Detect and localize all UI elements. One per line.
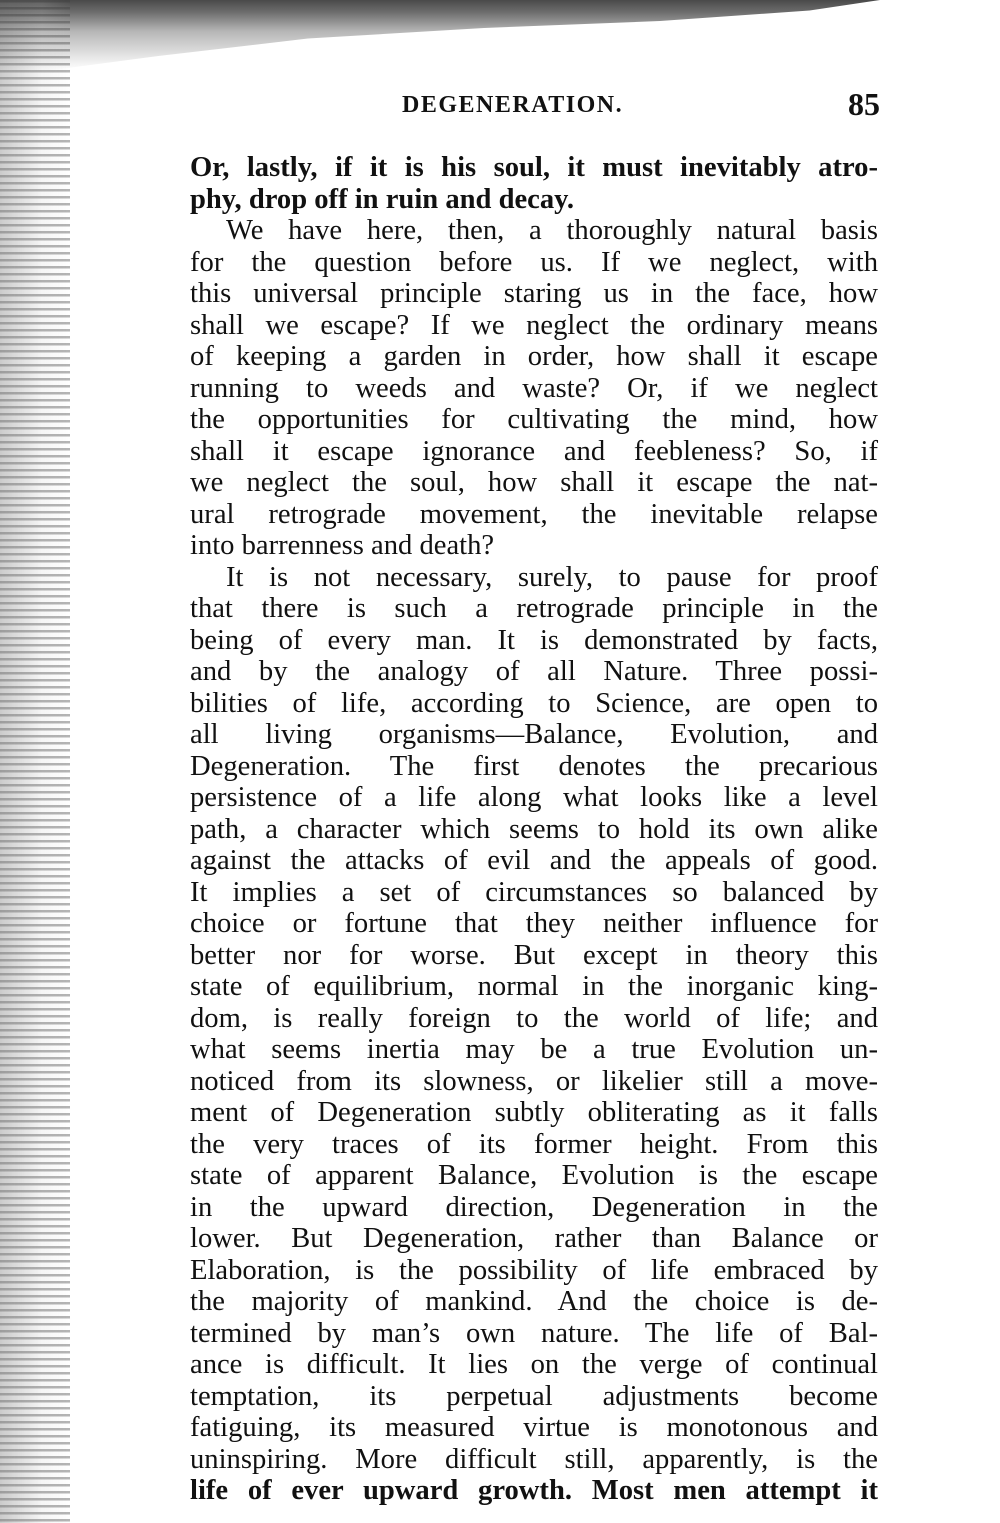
text-line: that there is such a retrograde principle in the (190, 593, 878, 624)
text-line: running to weeds and waste? Or, if we neglect (190, 372, 878, 404)
text-line: and by the analogy of all Nature. Three possi- (190, 656, 878, 687)
text-line: into barrenness and death? (190, 530, 495, 561)
running-title: DEGENERATION. (402, 92, 624, 118)
text-line: ural retrograde movement, the inevitable relapse (190, 498, 878, 530)
text-line: dom, is really foreign to the world of life; and (190, 1002, 878, 1034)
text-line: the opportunities for cultivating the mind, how (190, 404, 878, 435)
text-line: we neglect the soul, how shall it escape the nat- (190, 467, 878, 498)
text-line: persistence of a life along what looks like a level (190, 782, 878, 813)
text-line: lower. But Degeneration, rather than Balance or (190, 1223, 878, 1254)
text-line: Elaboration, is the possibility of life embraced by (190, 1254, 878, 1286)
text-line: uninspiring. More difficult still, apparently, is the (190, 1443, 878, 1475)
text-line: shall it escape ignorance and feebleness? So, if (190, 435, 878, 467)
text-line: fatiguing, its measured virtue is monotonous and (190, 1412, 878, 1443)
text-line: the very traces of its former height. From this (190, 1128, 878, 1160)
text-line: against the attacks of evil and the appeals of good. (190, 845, 878, 876)
text-line: life of ever upward growth. Most men attempt it (190, 1475, 878, 1506)
paragraph-3 (190, 562, 878, 1507)
text-line: path, a character which seems to hold its own alike (190, 813, 878, 845)
text-line: It is not necessary, surely, to pause for proof (226, 561, 878, 593)
text-line: better nor for worse. But except in theory this (190, 939, 878, 971)
page-header (190, 88, 880, 128)
text-line: this universal principle staring us in the face, how (190, 278, 878, 309)
text-line: in the upward direction, Degeneration in the (190, 1191, 878, 1223)
text-line: Or, lastly, if it is his soul, it must inevitably atro- (190, 152, 878, 183)
text-line: It implies a set of circumstances so balanced by (190, 876, 878, 908)
paragraph-1 (190, 152, 878, 215)
scan-shadow-left (0, 0, 70, 1523)
text-line: being of every man. It is demonstrated by facts, (190, 624, 878, 656)
body-text (190, 152, 878, 1507)
text-line: bilities of life, according to Science, are open to (190, 687, 878, 719)
text-line: of keeping a garden in order, how shall it escape (190, 341, 878, 372)
text-line: choice or fortune that they neither influence for (190, 908, 878, 939)
text-line: what seems inertia may be a true Evolution un- (190, 1034, 878, 1065)
text-line: Degeneration. The first denotes the precarious (190, 750, 878, 782)
text-line: termined by man’s own nature. The life of Bal- (190, 1317, 878, 1349)
text-line: We have here, then, a thoroughly natural basis (226, 215, 878, 246)
text-line: temptation, its perpetual adjustments become (190, 1380, 878, 1412)
text-line: state of apparent Balance, Evolution is the escape (190, 1160, 878, 1191)
text-line: all living organisms—Balance, Evolution, and (190, 719, 878, 750)
text-line: state of equilibrium, normal in the inorganic king- (190, 971, 878, 1002)
text-line: shall we escape? If we neglect the ordinary means (190, 309, 878, 341)
scan-shadow-top (0, 0, 880, 70)
text-line: phy, drop off in ruin and decay. (190, 183, 575, 215)
text-line: ment of Degeneration subtly obliterating as it falls (190, 1097, 878, 1128)
text-line: ance is difficult. It lies on the verge of continual (190, 1349, 878, 1380)
text-line: noticed from its slowness, or likelier still a move- (190, 1065, 878, 1097)
text-line: for the question before us. If we neglect, with (190, 246, 878, 278)
paragraph-2 (190, 215, 878, 562)
page-number: 85 (848, 86, 880, 122)
text-line: the majority of mankind. And the choice is de- (190, 1286, 878, 1317)
